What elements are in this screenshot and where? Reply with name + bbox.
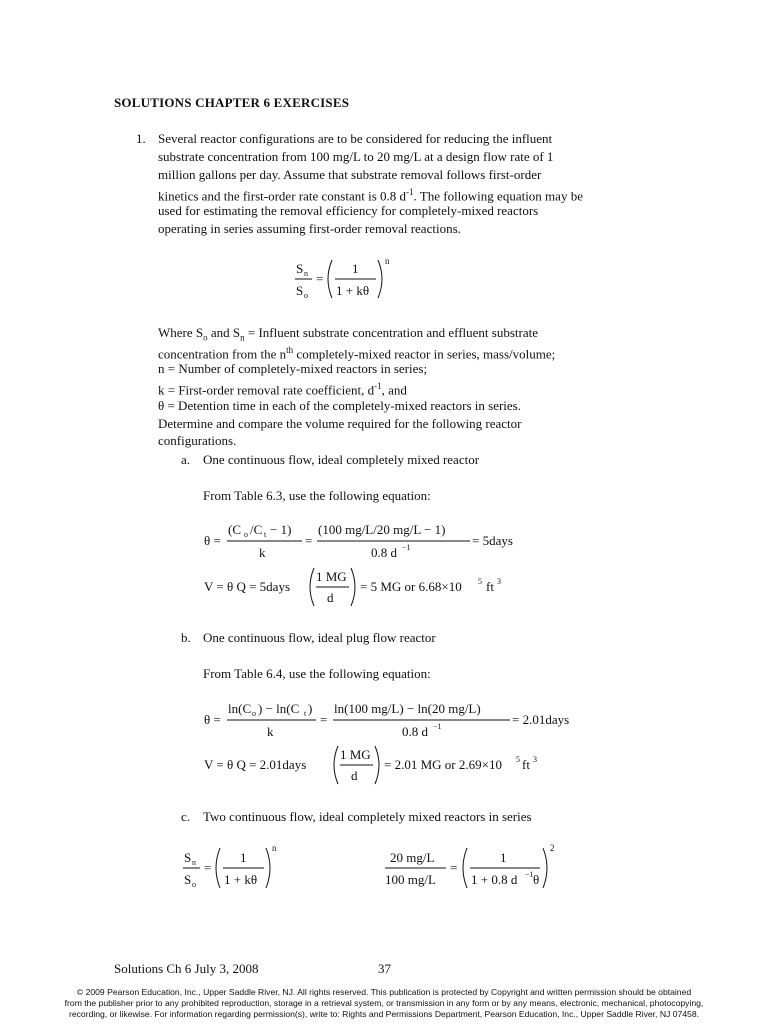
part-c-letter: c. bbox=[181, 809, 191, 824]
definition-line-3: n = Number of completely-mixed reactors in series; bbox=[158, 361, 428, 376]
part-c-title: Two continuous flow, ideal completely mixed reactors in series bbox=[203, 809, 532, 824]
svg-text:1 + kθ: 1 + kθ bbox=[336, 283, 370, 298]
svg-text:): ) bbox=[308, 701, 313, 716]
svg-text:=: = bbox=[450, 860, 458, 875]
svg-text:0.8 d: 0.8 d bbox=[371, 545, 397, 560]
svg-text:=: = bbox=[204, 860, 212, 875]
svg-text:2: 2 bbox=[550, 843, 555, 853]
svg-text:− 1): − 1) bbox=[270, 522, 292, 537]
definition-line-6: Determine and compare the volume required for the following reactor bbox=[158, 416, 522, 431]
part-a-source: From Table 6.3, use the following equation: bbox=[203, 488, 431, 503]
equation-c-substituted bbox=[380, 840, 590, 896]
svg-text:d: d bbox=[327, 590, 334, 605]
svg-text:S: S bbox=[184, 872, 192, 887]
intro-line-1: Several reactor configurations are to be considered for reducing the influent bbox=[158, 131, 553, 146]
svg-text:n: n bbox=[272, 843, 277, 853]
svg-text:t: t bbox=[264, 530, 267, 539]
copyright-line-3: recording, or likewise. For information regarding permission(s), write to: Rights and Permissions Department, Pearson Education, Inc., Upper Saddle River, NJ 07458. bbox=[68, 1009, 699, 1019]
footer-label: Solutions Ch 6 July 3, 2008 bbox=[114, 961, 259, 976]
part-b-source: From Table 6.4, use the following equation: bbox=[203, 666, 431, 681]
svg-text:= 5 MG or 6.68×10: = 5 MG or 6.68×10 bbox=[360, 579, 462, 594]
svg-text:ft: ft bbox=[486, 579, 494, 594]
svg-text:S: S bbox=[296, 283, 304, 298]
svg-text:k: k bbox=[259, 545, 266, 560]
svg-text:n: n bbox=[192, 858, 196, 867]
svg-text:−1: −1 bbox=[525, 870, 534, 879]
svg-text:5: 5 bbox=[478, 577, 482, 586]
intro-line-2: substrate concentration from 100 mg/L to 20 mg/L at a design flow rate of 1 bbox=[158, 149, 554, 164]
svg-text:n: n bbox=[304, 269, 308, 278]
svg-text:= 2.01days: = 2.01days bbox=[512, 712, 570, 727]
svg-text:d: d bbox=[351, 768, 358, 783]
intro-line-3: million gallons per day. Assume that substrate removal follows first-order bbox=[158, 167, 542, 182]
svg-text:20 mg/L: 20 mg/L bbox=[390, 850, 435, 865]
svg-text:) − ln(C: ) − ln(C bbox=[258, 701, 300, 716]
svg-text:=: = bbox=[316, 271, 324, 286]
svg-text:=: = bbox=[305, 533, 313, 548]
svg-text:o: o bbox=[252, 709, 256, 718]
intro-line-4: kinetics and the first-order rate constant is 0.8 $d^{-1}$. The following equation may be bbox=[158, 187, 583, 204]
svg-text:/C: /C bbox=[250, 522, 263, 537]
definition-line-1: Where $S_o$ and $S_n$ = Influent substrate concentration and effluent substrate bbox=[158, 325, 538, 343]
svg-text:3: 3 bbox=[533, 755, 537, 764]
problem-number: 1. bbox=[136, 131, 146, 146]
svg-text:1 + kθ: 1 + kθ bbox=[224, 872, 258, 887]
svg-text:(C: (C bbox=[228, 522, 241, 537]
svg-text:θ: θ bbox=[533, 872, 540, 887]
definition-line-7: configurations. bbox=[158, 433, 237, 448]
intro-line-5: used for estimating the removal efficiency for completely-mixed reactors bbox=[158, 203, 539, 218]
svg-text:= 2.01 MG or 2.69×10: = 2.01 MG or 2.69×10 bbox=[384, 757, 502, 772]
svg-text:S: S bbox=[296, 261, 304, 276]
svg-text:1 + 0.8 d: 1 + 0.8 d bbox=[471, 872, 518, 887]
svg-text:=: = bbox=[320, 712, 328, 727]
svg-text:1 MG: 1 MG bbox=[316, 569, 347, 584]
equation-b-theta bbox=[200, 694, 600, 740]
svg-text:k: k bbox=[267, 724, 274, 739]
svg-text:(100 mg/L/20 mg/L − 1): (100 mg/L/20 mg/L − 1) bbox=[318, 522, 446, 537]
intro-line-6: operating in series assuming first-order removal reactions. bbox=[158, 221, 461, 236]
part-b-letter: b. bbox=[181, 630, 191, 645]
svg-text:ln(C: ln(C bbox=[228, 701, 252, 716]
part-b-title: One continuous flow, ideal plug flow reactor bbox=[203, 630, 436, 645]
svg-text:ln(100 mg/L) − ln(20 mg/L): ln(100 mg/L) − ln(20 mg/L) bbox=[334, 701, 481, 716]
svg-text:θ =: θ = bbox=[204, 712, 221, 727]
equation-c-general bbox=[178, 840, 288, 896]
part-a-letter: a. bbox=[181, 452, 191, 467]
copyright-line-1: © 2009 Pearson Education, Inc., Upper Saddle River, NJ. All rights reserved. This publication is protected by Copyright and written permission should be obtained bbox=[76, 987, 692, 997]
svg-text:o: o bbox=[304, 291, 308, 300]
definition-line-5: θ = Detention time in each of the completely-mixed reactors in series. bbox=[158, 398, 521, 413]
svg-text:ft: ft bbox=[522, 757, 530, 772]
svg-text:100 mg/L: 100 mg/L bbox=[385, 872, 436, 887]
equation-series-efficiency bbox=[290, 252, 400, 308]
svg-text:−1: −1 bbox=[433, 722, 442, 731]
svg-text:0.8 d: 0.8 d bbox=[402, 724, 428, 739]
equation-a-volume bbox=[200, 564, 530, 610]
svg-text:θ =: θ = bbox=[204, 533, 221, 548]
svg-text:1: 1 bbox=[240, 850, 247, 865]
svg-text:S: S bbox=[184, 850, 192, 865]
part-a-title: One continuous flow, ideal completely mixed reactor bbox=[203, 452, 480, 467]
svg-text:−1: −1 bbox=[402, 543, 411, 552]
svg-text:n: n bbox=[385, 256, 390, 266]
copyright-notice bbox=[20, 987, 748, 1020]
svg-text:o: o bbox=[244, 530, 248, 539]
definition-line-2: concentration from the $n^{th}$ completely-mixed reactor in series, mass/volume; bbox=[158, 345, 556, 362]
page-title: SOLUTIONS CHAPTER 6 EXERCISES bbox=[114, 95, 350, 110]
page-number: 37 bbox=[378, 961, 391, 976]
svg-text:1: 1 bbox=[500, 850, 507, 865]
svg-text:= 5days: = 5days bbox=[472, 533, 513, 548]
equation-b-volume bbox=[200, 742, 540, 788]
svg-text:5: 5 bbox=[516, 755, 520, 764]
svg-text:V = θ Q = 5days: V = θ Q = 5days bbox=[204, 579, 291, 594]
svg-text:V = θ Q = 2.01days: V = θ Q = 2.01days bbox=[204, 757, 307, 772]
definition-line-4: k = First-order removal rate coefficient, $d^{-1}$, and bbox=[158, 381, 407, 398]
equation-a-theta bbox=[200, 515, 530, 561]
svg-text:1 MG: 1 MG bbox=[340, 747, 371, 762]
copyright-line-2: from the publisher prior to any prohibited reproduction, storage in a retrieval system, or transmission in any form or by any means, electronic, mechanical, photocopying, bbox=[64, 998, 704, 1008]
svg-text:o: o bbox=[192, 880, 196, 889]
svg-text:3: 3 bbox=[497, 577, 501, 586]
svg-text:t: t bbox=[304, 709, 307, 718]
svg-text:1: 1 bbox=[352, 261, 359, 276]
